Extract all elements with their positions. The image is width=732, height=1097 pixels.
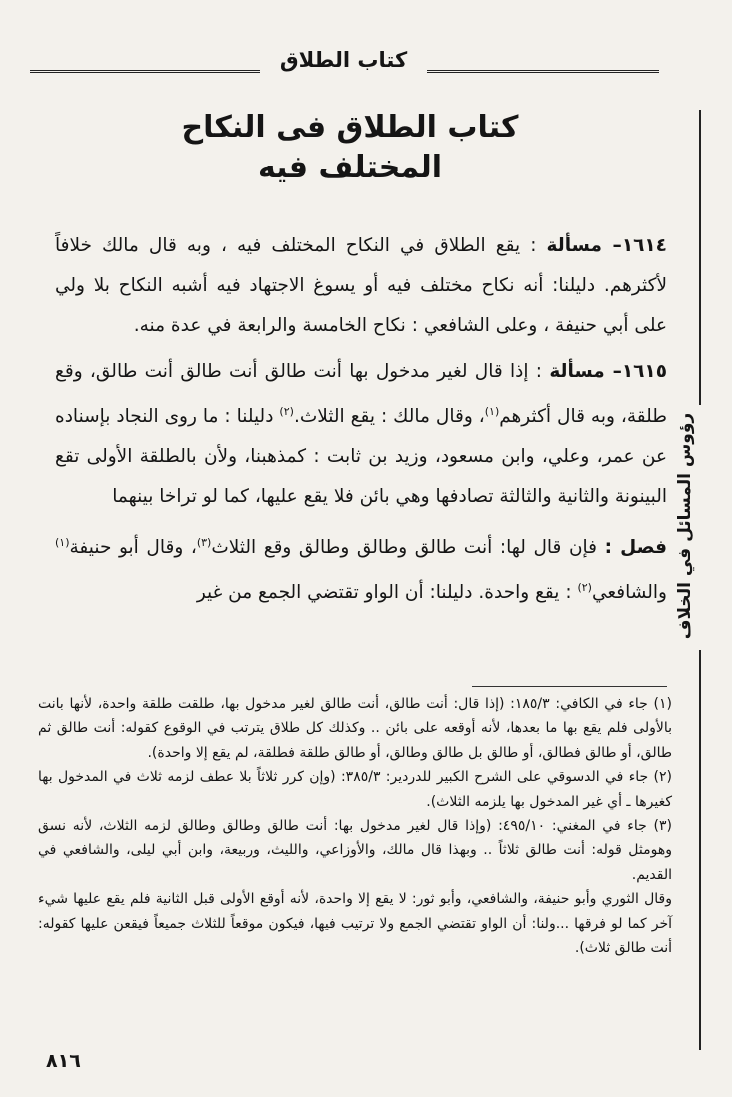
chapter-title [120,108,580,188]
footnote-3: (٣) جاء في المغني: ٤٩٥/١٠: (وإذا قال لغير مدخول بها: أنت طالق وطالق وطالق لزمه الثلاث، لأنه نسق وهومثل قوله: أنت طالق ثلاثاً .. وبهذا قال مالك، والأوزاعي، والليث، وربيعة، وابن أبي ليلى، والشافعي في القديم. [38,818,672,883]
fasl-label: فصل : [604,537,667,559]
issue-1615 [55,352,667,517]
issue-text: دليلنا : ما روى النجاد بإسناده عن عمر، وعلي، وابن مسعود، وزيد بن ثابت : كمذهبنا، ولأن بالطلقة الأولى تقع البينونة والثانية والثالثة تصادفها وهي بائن فلا يقع عليها، كما لو تراخا بينهما [55,406,667,508]
page-number: ٨١٦ [46,1050,81,1072]
fasl-text: فإن قال لها: أنت طالق وطالق وطالق وقع الثلاث [211,537,605,559]
issue-label: – مسألة [546,235,622,256]
running-title: كتاب الطلاق [279,48,408,72]
footnote-ref-1[interactable]: (١) [55,536,70,550]
footnote-ref-3[interactable]: (٣) [196,536,212,550]
fasl-text: والشافعي [591,582,667,604]
fasl-text: ، وقال أبو حنيفة [69,537,197,559]
issue-text: : إذا قال لغير مدخول بها أنت طالق أنت طالق أنت طالق، وقع طلقة، وبه قال أكثرهم [55,361,667,428]
header-rule-left [30,70,260,73]
side-rule-top [699,110,701,405]
issue-text: : يقع الطلاق في النكاح المختلف فيه ، وبه قال مالك خلافاً لأكثرهم. دليلنا: أنه نكاح مختلف فيه أو يسوغ الاجتهاد فيه أشبه النكاح بلا ولي على أبي حنيفة ، وعلى الشافعي : نكاح الخامسة والرابعة في عدة منه. [55,235,667,336]
chapter-title-line2: المختلف فيه [257,150,443,185]
footnote-ref-2[interactable]: (٢) [279,405,294,418]
issue-label: – مسألة [549,361,622,382]
footnote-ref-2[interactable]: (٢) [577,581,592,595]
issue-1614 [55,226,667,346]
footnote-2: (٢) جاء في الدسوقي على الشرح الكبير للدردير: ٣٨٥/٣: (وإن كرر ثلاثاً بلا عطف لزمه ثلاث في المدخول بها كغيرها ـ أي غير المدخول بها يلزمه الثلاث). [38,769,673,810]
main-text [55,226,667,619]
footnote-3-continued: وقال الثوري وأبو حنيفة، والشافعي، وأبو ثور: لا يقع إلا واحدة، لأنه أوقع الأولى قبل الثانية فلم يقع عليها شيء آخر كما لو فرقها ...ولنا: أن الواو تقتضي الجمع ولا ترتيب فيها، فيكون موقعاً للثلاث جميعاً فيقعن عليها كقوله: أنت طالق ثلاث). [38,891,672,957]
issue-number: ١٦١٥ [621,361,667,382]
fasl-section [55,523,667,613]
fasl-text: : يقع واحدة. دليلنا: أن الواو تقتضي الجمع من غير [196,582,578,604]
footnotes [38,692,672,960]
side-rule-bottom [699,650,701,1050]
footnote-ref-1[interactable]: (١) [484,405,500,418]
footnote-1: (١) جاء في الكافي: ١٨٥/٣: (إذا قال: أنت طالق، أنت طالق لغير مدخول بها، طلقت طلقة واحدة، لأنها بانت بالأولى فلم يقع بها ما بعدها، لأنه أوقعه على بائن .. وكذلك كل طلاق يترتب في الوقوع كقوله: أنت طالق ثم طالق، أو طالق فطالق، أو طالق بل طالق وطالق، أو طالق طلقة فطلقة، لم يقع إلا واحدة). [38,696,672,761]
header-rule-right [427,70,659,73]
side-book-title-text: رؤوس المسائل في الخلاف [675,412,695,640]
footnote-separator [472,686,667,687]
chapter-title-line1: كتاب الطلاق فى النكاح [181,110,519,145]
issue-text: ، وقال مالك : يقع الثلاث. [293,406,485,428]
issue-number: ١٦١٤ [621,235,667,256]
